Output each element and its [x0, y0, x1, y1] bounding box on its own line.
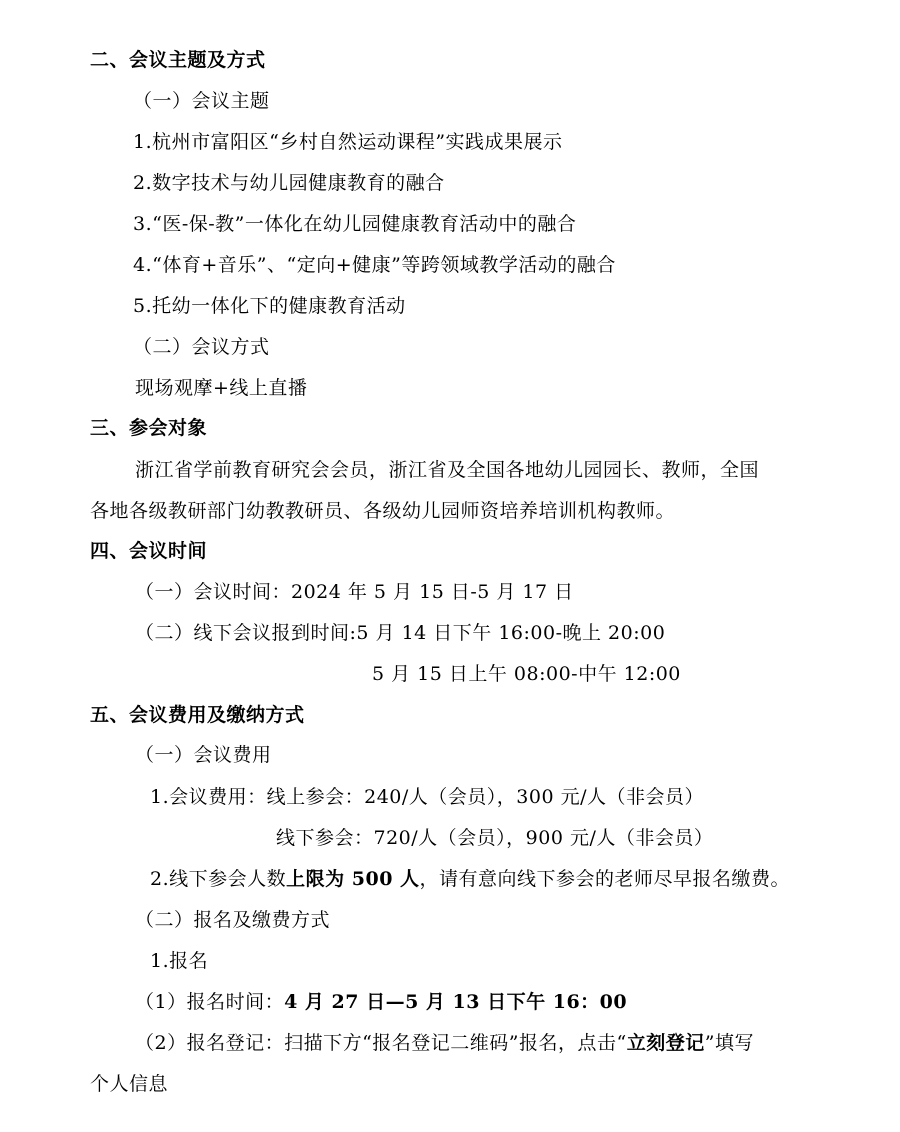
attendees-text-line-2: 各地各级教研部门幼教教研员、各级幼儿园师资培养培训机构教师。: [90, 500, 676, 522]
registration-instructions-line-2: 个人信息: [90, 1073, 169, 1095]
topic-item-5: 5.托幼一体化下的健康教育活动: [133, 295, 406, 317]
section-5-heading: 五、会议费用及缴纳方式: [90, 704, 305, 726]
section-4-heading: 四、会议时间: [90, 540, 208, 562]
register-now-emphasis: 立刻登记: [626, 1032, 705, 1054]
registration-time-paragraph: [135, 990, 627, 1014]
registration-time-value: 4 月 27 日—5 月 13 日下午 16：00: [284, 991, 628, 1013]
fee-online-text: 1.会议费用：线上参会：240/人（会员），300 元/人（非会员）: [150, 786, 705, 808]
attendees-text-line-1: 浙江省学前教育研究会会员，浙江省及全国各地幼儿园园长、教师，全国: [135, 459, 760, 481]
section-2-subheading-topic: （一）会议主题: [133, 90, 270, 112]
checkin-time-line-1: （二）线下会议报到时间:5 月 14 日下午 16:00-晚上 20:00: [135, 622, 666, 644]
topic-item-3: 3.“医-保-教”一体化在幼儿园健康教育活动中的融合: [133, 213, 577, 235]
attendance-limit-paragraph: [150, 867, 790, 891]
checkin-time-line-2: 5 月 15 日上午 08:00-中午 12:00: [372, 663, 681, 685]
section-2-heading: 二、会议主题及方式: [90, 49, 266, 71]
section-3-heading: 三、参会对象: [90, 417, 208, 439]
attendance-limit-suffix: ，请有意向线下参会的老师尽早报名缴费。: [419, 868, 791, 890]
section-2-subheading-mode: （二）会议方式: [133, 336, 270, 358]
attendance-limit-prefix: 2.线下参会人数: [150, 868, 287, 890]
section-5-subheading-registration: （二）报名及缴费方式: [135, 909, 331, 931]
meeting-time-text: （一）会议时间：2024 年 5 月 15 日-5 月 17 日: [135, 581, 574, 603]
topic-item-2: 2.数字技术与幼儿园健康教育的融合: [133, 172, 445, 194]
registration-item-heading: 1.报名: [150, 950, 209, 972]
registration-instructions-line-1: [135, 1031, 754, 1055]
meeting-mode-text: 现场观摩+线上直播: [135, 377, 308, 399]
fee-offline-text: 线下参会：720/人（会员），900 元/人（非会员）: [276, 827, 714, 849]
topic-item-1: 1.杭州市富阳区“乡村自然运动课程”实践成果展示: [133, 131, 563, 153]
attendance-limit-emphasis: 上限为 500 人: [286, 868, 420, 890]
registration-instructions-prefix: （2）报名登记：扫描下方“报名登记二维码”报名，点击“: [135, 1032, 627, 1054]
registration-time-label: （1）报名时间：: [135, 991, 285, 1013]
registration-instructions-suffix: ”填写: [704, 1032, 754, 1054]
section-5-subheading-fee: （一）会议费用: [135, 744, 272, 766]
topic-item-4: 4.“体育+音乐”、“定向+健康”等跨领域教学活动的融合: [133, 254, 616, 276]
